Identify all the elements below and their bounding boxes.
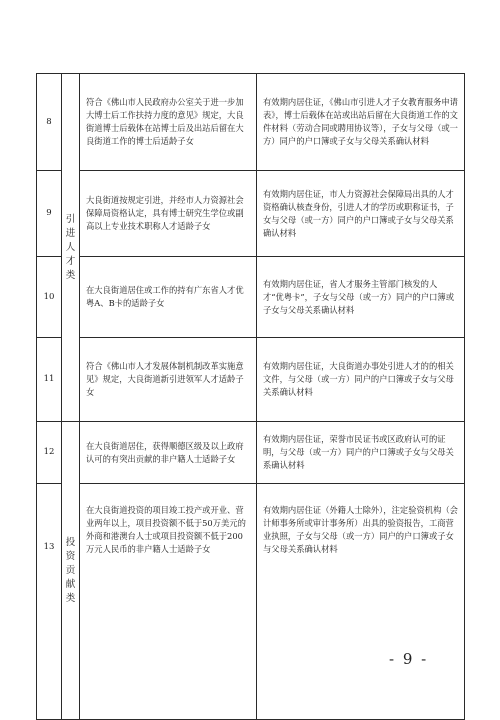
condition-cell: 在大良街道投资的项目竣工投产或开业、营业两年以上，项目投资额不低于50万美元的外商和港澳台人士或项目投资额不低于200万元人民币的非户籍人士适龄子女 [80,484,257,720]
category-label: 投资贡献类 [65,536,76,604]
condition-cell: 符合《佛山市人民政府办公室关于进一步加大博士后工作扶持力度的意见》规定，大良街道博士后载体在站博士后及出站后留在大良街道工作的博士后适龄子女 [80,74,257,171]
materials-cell: 有效期内居住证，市人力资源社会保障局出具的人才资格确认核查身份，引进人才的学历或职称证书，子女与父母（或一方）同户的户口簿或子女与父母关系确认材料 [257,171,465,257]
row-number: 13 [37,484,62,720]
condition-cell: 在大良街道居住，获得顺德区级及以上政府认可的有突出贡献的非户籍人士适龄子女 [80,422,257,484]
table-row [37,171,465,257]
category-cell [62,422,80,720]
materials-cell: 有效期内居住证，省人才服务主管部门核发的人才“优粤卡”，子女与父母（或一方）同户的户口簿或子女与父母关系确认材料 [257,257,465,338]
row-number: 10 [37,257,62,338]
condition-cell: 在大良街道居住或工作的持有广东省人才优粤A、B卡的适龄子女 [80,257,257,338]
condition-cell: 大良街道按规定引进，并经市人力资源社会保障局资格认定，具有博士研究生学位或副高以上专业技术职称人才适龄子女 [80,171,257,257]
condition-cell: 符合《佛山市人才发展体制机制改革实施意见》规定，大良街道新引进领军人才适龄子女 [80,338,257,422]
category-label: 引进人才类 [65,213,76,281]
materials-cell: 有效期内居住证，《佛山市引进人才子女教育服务申请表》，博士后载体在站或出站后留在大良街道工作的文件材料（劳动合同或聘用协议等），子女与父母（或一方）同户的户口簿或子女与父母关系确认材料 [257,74,465,171]
materials-cell: 有效期内居住证，大良街道办事处引进人才的的相关文件，与父母（或一方）同户的户口簿或子女与父母关系确认材料 [257,338,465,422]
materials-cell: 有效期内居住证（外籍人士除外），注定验资机构（会计师事务所或审计事务所）出具的验资报告，工商营业执照，子女与父母（或一方）同户的户口簿或子女与父母关系确认材料 [257,484,465,720]
materials-cell: 有效期内居住证，荣誉市民证书或区政府认可的证明，与父母（或一方）同户的户口簿或子女与父母关系确认材料 [257,422,465,484]
policy-table [36,73,465,720]
row-number: 8 [37,74,62,171]
table-row [37,484,465,720]
row-number: 9 [37,171,62,257]
row-number: 12 [37,422,62,484]
table-row [37,338,465,422]
row-number: 11 [37,338,62,422]
category-cell [62,74,80,422]
table-row [37,257,465,338]
table-row [37,74,465,171]
table-row [37,422,465,484]
page-number: - 9 - [389,650,429,668]
